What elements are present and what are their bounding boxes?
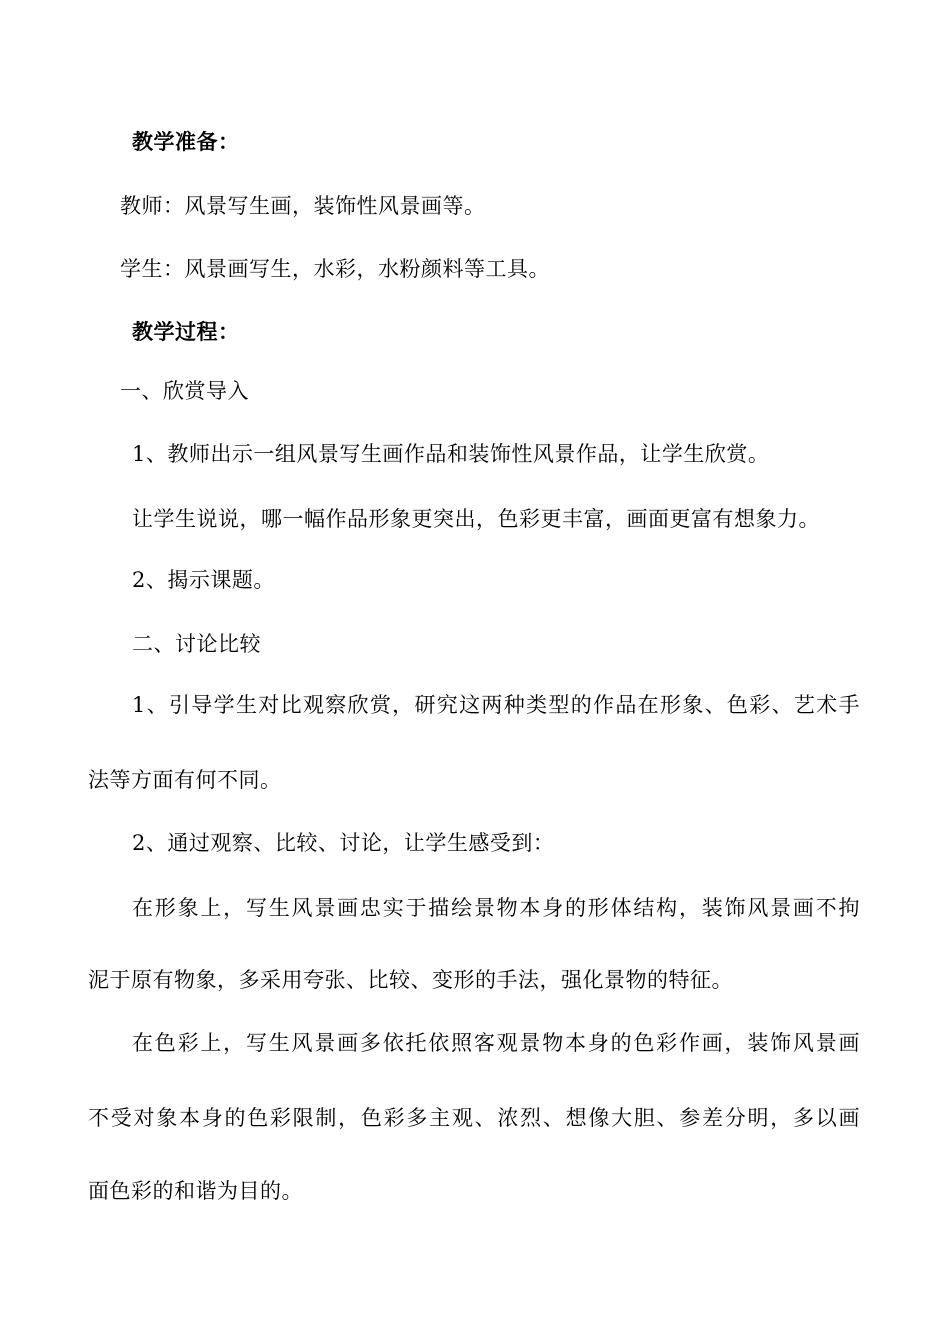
paragraph-student-materials: 学生：风景画写生，水彩，水粉颜料等工具。 <box>120 257 550 281</box>
paragraph-color-line-1: 在色彩上，写生风景画多依托依照客观景物本身的色彩作画，装饰风景画 <box>132 1031 860 1055</box>
paragraph-step-1-1-question: 让学生说说，哪一幅作品形象更突出，色彩更丰富，画面更富有想象力。 <box>132 507 820 531</box>
paragraph-step-2-1-line-1: 1、引导学生对比观察欣赏，研究这两种类型的作品在形象、色彩、艺术手 <box>132 693 860 717</box>
paragraph-teacher-materials: 教师：风景写生画，装饰性风景画等。 <box>120 194 486 218</box>
section-heading-discussion: 二、讨论比较 <box>132 632 261 656</box>
paragraph-form-line-1: 在形象上，写生风景画忠实于描绘景物本身的形体结构，装饰风景画不拘 <box>132 896 860 920</box>
paragraph-step-2-1-line-2: 法等方面有何不同。 <box>88 768 282 792</box>
paragraph-step-2-2: 2、通过观察、比较、讨论，让学生感受到： <box>132 831 555 855</box>
section-heading-appreciation: 一、欣赏导入 <box>120 379 249 403</box>
paragraph-color-line-3: 面色彩的和谐为目的。 <box>88 1179 303 1203</box>
paragraph-form-line-2: 泥于原有物象，多采用夸张、比较、变形的手法，强化景物的特征。 <box>88 968 733 992</box>
paragraph-step-1-1: 1、教师出示一组风景写生画作品和装饰性风景作品，让学生欣赏。 <box>132 442 770 466</box>
paragraph-color-line-2: 不受对象本身的色彩限制，色彩多主观、浓烈、想像大胆、参差分明，多以画 <box>88 1106 860 1130</box>
heading-teaching-preparation: 教学准备： <box>132 129 240 154</box>
heading-teaching-process: 教学过程： <box>132 319 240 344</box>
paragraph-step-1-2: 2、揭示课题。 <box>132 568 275 592</box>
